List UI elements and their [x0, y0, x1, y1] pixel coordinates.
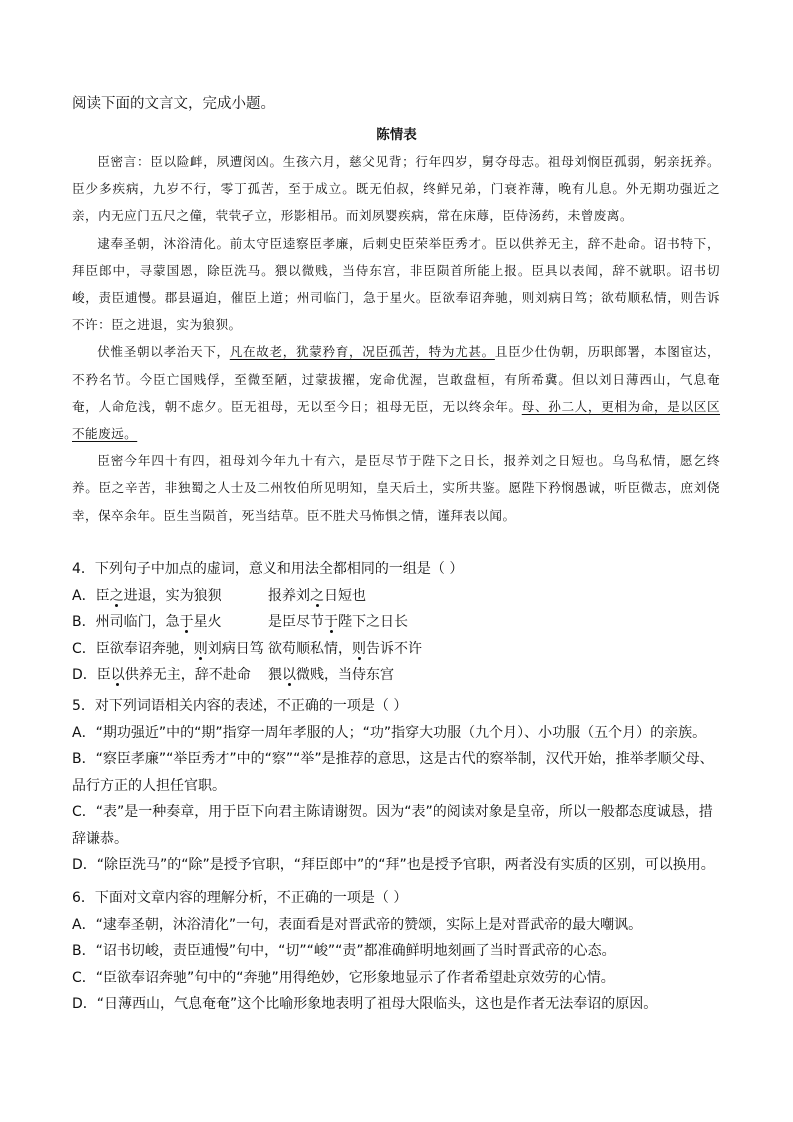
- question-5-option-c[interactable]: C．“表”是一种奏章，用于臣下向君主陈请谢贺。因为“表”的阅读对象是皇帝，所以一般都态度诚恳，措辞谦恭。: [72, 804, 713, 847]
- question-6: [72, 885, 724, 1018]
- question-6-option-b[interactable]: B．“诏书切峻，责臣逋慢”句中，“切”“峻”“责”都准确鲜明地刻画了当时晋武帝的心态。: [72, 943, 616, 959]
- question-4: [72, 556, 724, 689]
- sentence-text: 陛下之日长: [338, 614, 408, 630]
- question-4-option[interactable]: [72, 636, 724, 663]
- question-5-option-a[interactable]: A．“期功强近”中的“期”指穿一周年孝服的人；“功”指穿大功服（九个月）、小功服（五个月）的亲族。: [72, 724, 707, 741]
- passage-paragraph: [72, 148, 720, 230]
- sentence-text: 告诉不许: [366, 640, 422, 657]
- dotted-function-word: 以: [282, 667, 296, 683]
- sentence-text: 日短也: [324, 587, 366, 604]
- sentence-text: 刘病日笃: [207, 640, 264, 657]
- sentence-text: 星火: [193, 614, 222, 630]
- sentence-text: 微贱，当侍东宫: [296, 667, 394, 683]
- question-4-options: [72, 583, 724, 689]
- sentence-text: 供养无主，辞不赴命: [124, 667, 251, 683]
- dotted-function-word: 则: [193, 640, 208, 657]
- option-sentence: [268, 662, 394, 689]
- question-6-option-d[interactable]: D．“日薄西山，气息奄奄”这个比喻形象地表明了祖母大限临头，这也是作者无法奉诏的原因。: [72, 996, 658, 1012]
- question-5: [72, 693, 724, 879]
- sentence-text: 进退，实为狼狈: [123, 587, 222, 604]
- option-sentence: [72, 609, 268, 636]
- passage-title: 陈情表: [376, 127, 417, 143]
- passage-paragraph: [72, 447, 720, 529]
- sentence-text: A．臣: [72, 587, 110, 604]
- dotted-function-word: 以: [110, 667, 125, 683]
- question-5-option-d[interactable]: D．“除臣洗马”的“除”是授予官职，“拜臣郎中”的“拜”也是授予官职，两者没有实质的区别，可以换用。: [72, 857, 715, 873]
- sentence-text: 是臣尽节: [268, 614, 324, 630]
- question-6-option-a[interactable]: A．“逮奉圣朝，沐浴清化”一句，表面看是对晋武帝的赞颂，实际上是对晋武帝的最大嘲讽。: [72, 916, 643, 933]
- dotted-function-word: 之: [310, 587, 324, 604]
- passage-paragraph: [72, 338, 720, 447]
- question-4-option[interactable]: [72, 609, 724, 636]
- question-5-option-b[interactable]: B．“察臣孝廉”“举臣秀才”中的“察”“举”是推荐的意思，这是古代的察举制，汉代开始，推举孝顺父母、品行方正的人担任官职。: [72, 751, 714, 794]
- option-sentence: [268, 583, 366, 610]
- option-sentence: [268, 609, 408, 636]
- sentence-text: 欲苟顺私情，: [268, 640, 352, 657]
- passage-text: 臣密言：臣以险衅，夙遭闵凶。生孩六月，慈父见背；行年四岁，舅夺母志。祖母刘悯臣孤弱，躬亲抚养。臣少多疾病，九岁不行，零丁孤苦，至于成立。既无伯叔，终鲜兄弟，门衰祚薄，晚有儿息。外无期功强近之亲，内无应门五尺之僮，茕茕孑立，形影相吊。而刘夙婴疾病，常在床蓐，臣侍汤药，未曾废离。: [72, 154, 720, 224]
- dotted-function-word: 之: [109, 587, 124, 604]
- sentence-text: 猥: [268, 667, 282, 683]
- dotted-function-word: 于: [324, 614, 338, 630]
- dotted-function-word: 于: [179, 614, 194, 630]
- underlined-sentence: 母、孙二人，更相为命，是以区区不能废远。: [72, 398, 721, 442]
- reading-instruction: 阅读下面的文言文，完成小题。: [72, 96, 275, 112]
- question-4-stem: 4．下列句子中加点的虚词，意义和用法全都相同的一组是（ ）: [72, 561, 464, 577]
- question-4-option[interactable]: [72, 583, 724, 610]
- sentence-text: B．州司临门，急: [72, 614, 180, 630]
- passage-text: 且臣少仕伪朝，历职郎署，本图宦达，不矜名节。今臣亡国贱俘，至微至陋，过蒙拔擢，宠命优渥，岂敢盘桓，有所希冀。但以刘日薄西山，气息奄奄，人命危浅，朝不虑夕。臣无祖母，无以至今日；祖母无臣，无以终余年。: [72, 344, 721, 414]
- underlined-sentence: 凡在故老，犹蒙矜育，况臣孤苦，特为尤甚。: [229, 344, 495, 360]
- question-6-stem: 6．下面对文章内容的理解分析，不正确的一项是（ ）: [72, 890, 408, 906]
- option-sentence: [72, 636, 268, 663]
- question-4-option[interactable]: [72, 662, 724, 689]
- passage-text: 伏惟圣朝以孝治天下，: [97, 344, 230, 360]
- question-6-option-c[interactable]: C．“臣欲奉诏奔驰”句中的“奔驰”用得绝妙，它形象地显示了作者希望赴京效劳的心情。: [72, 969, 615, 986]
- classical-passage: [72, 148, 720, 529]
- option-sentence: [72, 662, 268, 689]
- passage-text: 臣密今年四十有四，祖母刘今年九十有六，是臣尽节于陛下之日长，报养刘之日短也。乌鸟私情，愿乞终养。臣之辛苦，非独蜀之人士及二州牧伯所见明知，皇天后土，实所共鉴。愿陛下矜悯愚诚，听臣微志，庶刘侥幸，保卒余年。臣生当陨首，死当结草。臣不胜犬马怖惧之情，谨拜表以闻。: [72, 453, 720, 523]
- sentence-text: D．臣: [72, 667, 111, 683]
- option-sentence: [72, 583, 268, 610]
- question-5-stem: 5．对下列词语相关内容的表述，不正确的一项是（ ）: [72, 698, 408, 714]
- option-sentence: [268, 636, 422, 663]
- passage-paragraph: [72, 230, 720, 339]
- dotted-function-word: 则: [352, 640, 366, 657]
- passage-text: 逮奉圣朝，沐浴清化。前太守臣逵察臣孝廉，后刺史臣荣举臣秀才。臣以供养无主，辞不赴命。诏书特下，拜臣郎中，寻蒙国恩，除臣洗马。猥以微贱，当侍东宫，非臣陨首所能上报。臣具以表闻，辞不就职。诏书切峻，责臣逋慢。郡县逼迫，催臣上道；州司临门，急于星火。臣欲奉诏奔驰，则刘病日笃；欲苟顺私情，则告诉不许：臣之进退，实为狼狈。: [72, 235, 720, 333]
- sentence-text: C．臣欲奉诏奔驰，: [72, 640, 194, 657]
- sentence-text: 报养刘: [268, 587, 310, 604]
